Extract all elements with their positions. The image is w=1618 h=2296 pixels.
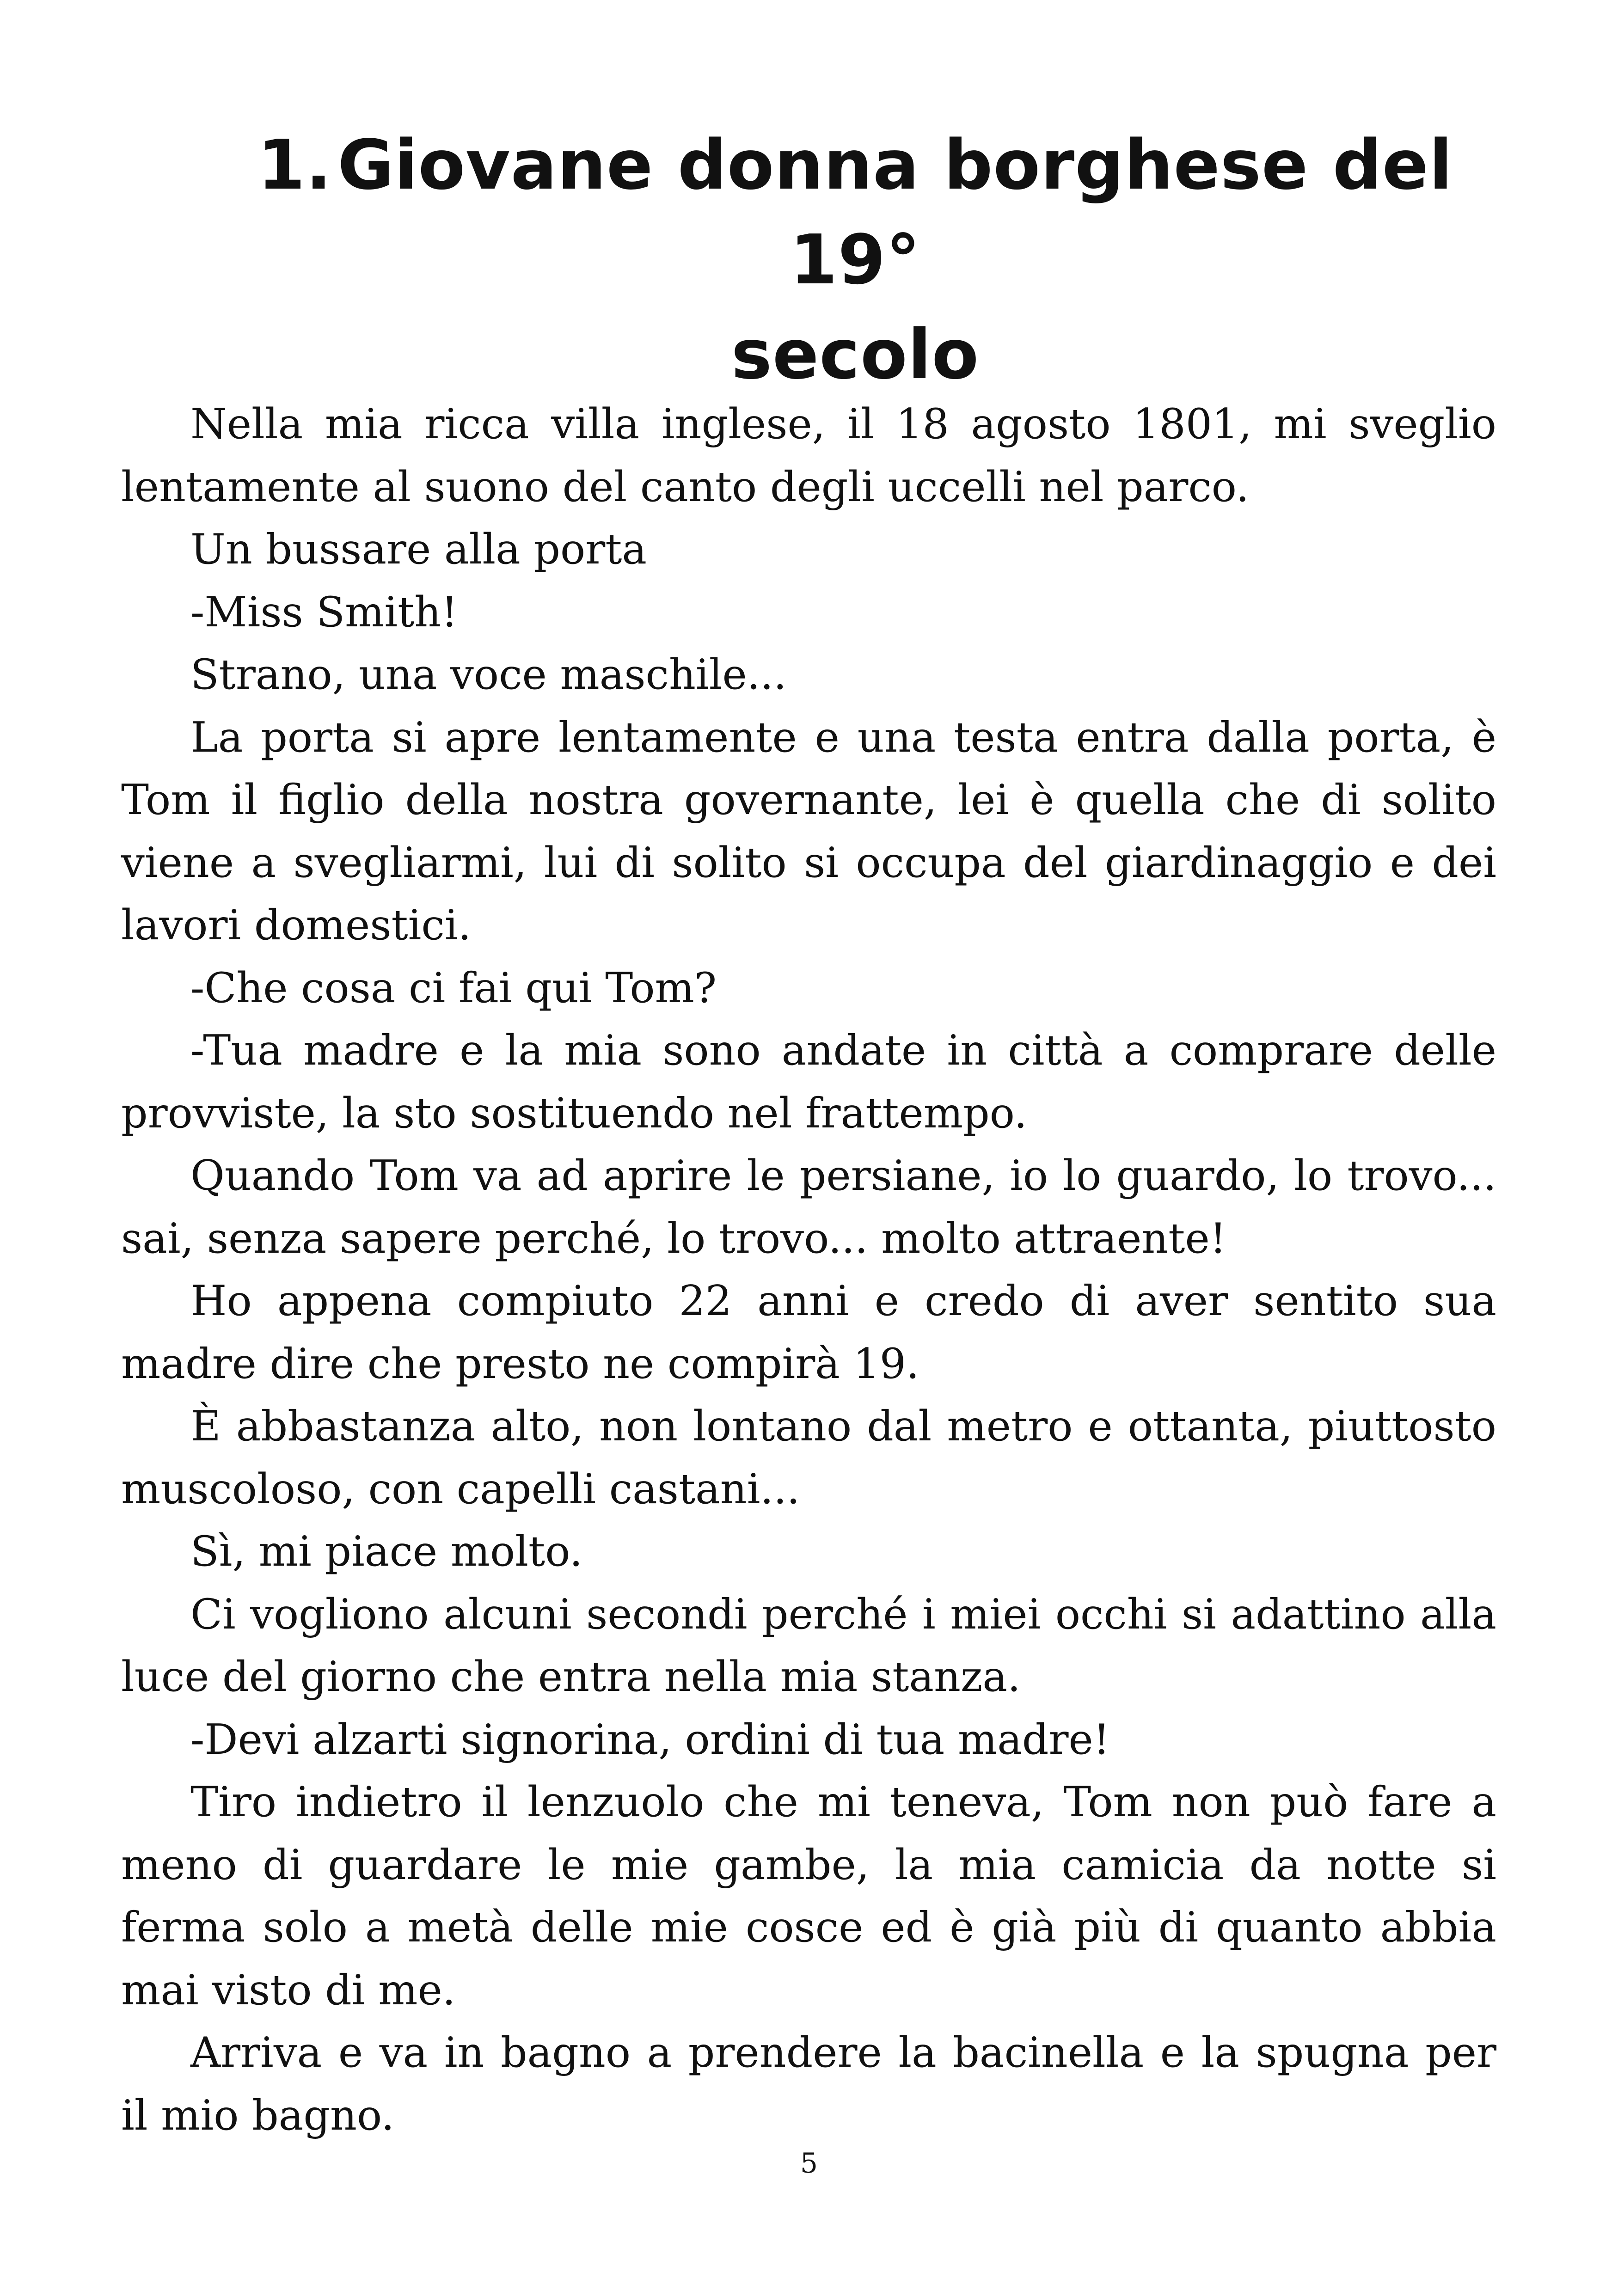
paragraph: Tiro indietro il lenzuolo che mi teneva, Tom non può fare a meno di guardare le mie gambe, la mia camicia da notte si ferma solo a metà delle mie cosce ed è già più di quanto abbia mai visto di me. [121,1778,1496,2014]
paragraph: Ho appena compiuto 22 anni e credo di aver sentito sua madre dire che presto ne compirà 19. [121,1277,1496,1388]
paragraph: È abbastanza alto, non lontano dal metro e ottanta, piuttosto muscoloso, con capelli castani... [121,1402,1496,1513]
chapter-title-line-2: secolo [731,315,980,394]
chapter-title-line-1: Giovane donna borghese del 19° [337,125,1453,300]
page-number: 5 [800,2147,818,2180]
paragraph: Strano, una voce maschile... [190,650,787,699]
chapter-body [121,393,1496,2147]
paragraph: Un bussare alla porta [190,525,647,574]
paragraph: Nella mia ricca villa inglese, il 18 agosto 1801, mi sveglio lentamente al suono del canto degli uccelli nel parco. [121,400,1496,511]
paragraph: -Devi alzarti signorina, ordini di tua madre! [190,1715,1110,1764]
paragraph: -Che cosa ci fai qui Tom? [190,963,717,1012]
paragraph: La porta si apre lentamente e una testa entra dalla porta, è Tom il figlio della nostra governante, lei è quella che di solito viene a svegliarmi, lui di solito si occupa del giardinaggio e dei lavori domestici. [121,713,1496,949]
paragraph: Ci vogliono alcuni secondi perché i miei occhi si adattino alla luce del giorno che entra nella mia stanza. [121,1590,1496,1701]
paragraph: -Tua madre e la mia sono andate in città a comprare delle provviste, la sto sostituendo nel frattempo. [121,1026,1496,1138]
paragraph: Quando Tom va ad aprire le persiane, io lo guardo, lo trovo... sai, senza sapere perché, lo trovo... molto attraente! [121,1151,1496,1263]
paragraph: -Miss Smith! [190,588,458,637]
paragraph: Sì, mi piace molto. [190,1527,583,1576]
chapter-title [231,118,1479,402]
chapter-number: 1. [257,125,332,205]
paragraph: Arriva e va in bagno a prendere la bacinella e la spugna per il mio bagno. [121,2028,1496,2140]
